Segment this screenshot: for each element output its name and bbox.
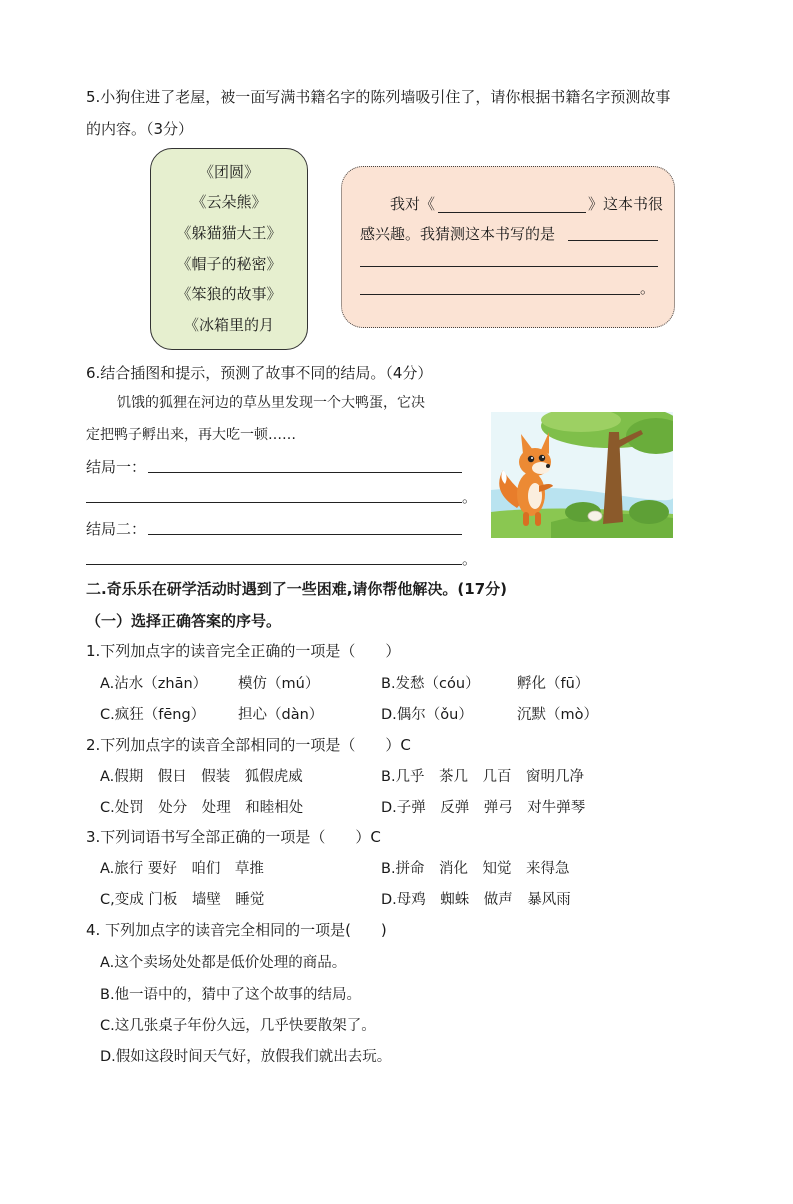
bubble-text-b: 》这本书很 xyxy=(588,195,664,213)
mc1-option[interactable]: C.疯狂（fēng） xyxy=(100,707,206,723)
book-title: 《团圆》 xyxy=(198,163,259,181)
ending2-blank-1[interactable] xyxy=(148,534,462,535)
mc2-option[interactable]: B.几乎 茶几 几百 窗明几净 xyxy=(381,769,585,785)
mc3-option[interactable]: C,变成 门板 墙壁 睡觉 xyxy=(100,892,265,908)
book-title: 《笨狼的故事》 xyxy=(176,285,282,303)
fox-illustration xyxy=(491,412,673,538)
guess-blank-2[interactable] xyxy=(360,266,658,267)
ending1-blank-1[interactable] xyxy=(148,472,462,473)
mc1-option[interactable]: D.偶尔（ǒu） xyxy=(381,707,473,723)
book-title: 《云朵熊》 xyxy=(191,193,267,211)
mc1-question: 1.下列加点字的读音完全正确的一项是（ ） xyxy=(86,642,401,660)
mc3-option[interactable]: B.拼命 消化 知觉 来得急 xyxy=(381,861,570,877)
section2-title: 二.奇乐乐在研学活动时遇到了一些困难,请你帮他解决。(17分) xyxy=(86,580,507,598)
bubble-text-a: 我对《 xyxy=(390,195,436,213)
mc4-option[interactable]: C.这几张桌子年份久远，几乎快要散架了。 xyxy=(100,1018,376,1034)
mc3-question: 3.下列词语书写全部正确的一项是（ ）C xyxy=(86,828,381,846)
ending2-period: 。 xyxy=(462,550,478,568)
mc4-option[interactable]: B.他一语中的，猜中了这个故事的结局。 xyxy=(100,987,362,1003)
q6-story-line1: 饥饿的狐狸在河边的草丛里发现一个大鸭蛋，它决 xyxy=(117,395,425,411)
mc1-option: 担心（dàn） xyxy=(238,707,324,723)
mc2-question: 2.下列加点字的读音全部相同的一项是（ ）C xyxy=(86,736,411,754)
book-choice-blank[interactable] xyxy=(438,212,586,213)
ending1-blank-2[interactable] xyxy=(86,502,462,503)
bubble-period: 。 xyxy=(640,279,656,297)
mc2-option[interactable]: A.假期 假日 假装 狐假虎威 xyxy=(100,769,303,785)
book-title: 《躲猫猫大王》 xyxy=(176,224,282,242)
ending2-label: 结局二： xyxy=(86,520,147,538)
q5-line1: 5.小狗住进了老屋，被一面写满书籍名字的陈列墙吸引住了，请你根据书籍名字预测故事 xyxy=(86,88,671,106)
book-title: 《冰箱里的月 xyxy=(183,316,274,334)
section2-subtitle: （一）选择正确答案的序号。 xyxy=(86,612,282,630)
mc4-question: 4. 下列加点字的读音完全相同的一项是( ) xyxy=(86,921,387,939)
ending1-label: 结局一： xyxy=(86,458,147,476)
guess-blank-3[interactable] xyxy=(360,294,640,295)
mc4-option[interactable]: A.这个卖场处处都是低价处理的商品。 xyxy=(100,955,347,971)
q5-line2: 的内容。（3分） xyxy=(86,120,194,138)
mc3-option[interactable]: D.母鸡 蜘蛛 做声 暴风雨 xyxy=(381,892,571,908)
mc3-option[interactable]: A.旅行 要好 咱们 草推 xyxy=(100,861,264,877)
mc1-option[interactable]: B.发愁（cóu） xyxy=(381,676,480,692)
q6-title: 6.结合插图和提示，预测了故事不同的结局。（4分） xyxy=(86,364,433,382)
ending1-period: 。 xyxy=(462,488,478,506)
mc1-option: 孵化（fū） xyxy=(517,676,590,692)
book-wall xyxy=(150,148,308,350)
mc1-option: 沉默（mò） xyxy=(517,707,598,723)
book-title: 《帽子的秘密》 xyxy=(176,255,282,273)
q6-story-line2: 定把鸭子孵出来，再大吃一顿…… xyxy=(86,427,296,443)
ending2-blank-2[interactable] xyxy=(86,564,462,565)
mc4-option[interactable]: D.假如这段时间天气好，放假我们就出去玩。 xyxy=(100,1049,392,1065)
mc1-option[interactable]: A.沾水（zhān） xyxy=(100,676,208,692)
mc2-option[interactable]: C.处罚 处分 处理 和睦相处 xyxy=(100,800,304,816)
mc1-option: 模仿（mú） xyxy=(238,676,320,692)
mc2-option[interactable]: D.子弹 反弹 弹弓 对牛弹琴 xyxy=(381,800,586,816)
guess-blank-1[interactable] xyxy=(568,240,658,241)
answer-bubble xyxy=(341,166,675,328)
bubble-text-c: 感兴趣。我猜测这本书写的是 xyxy=(360,225,556,243)
